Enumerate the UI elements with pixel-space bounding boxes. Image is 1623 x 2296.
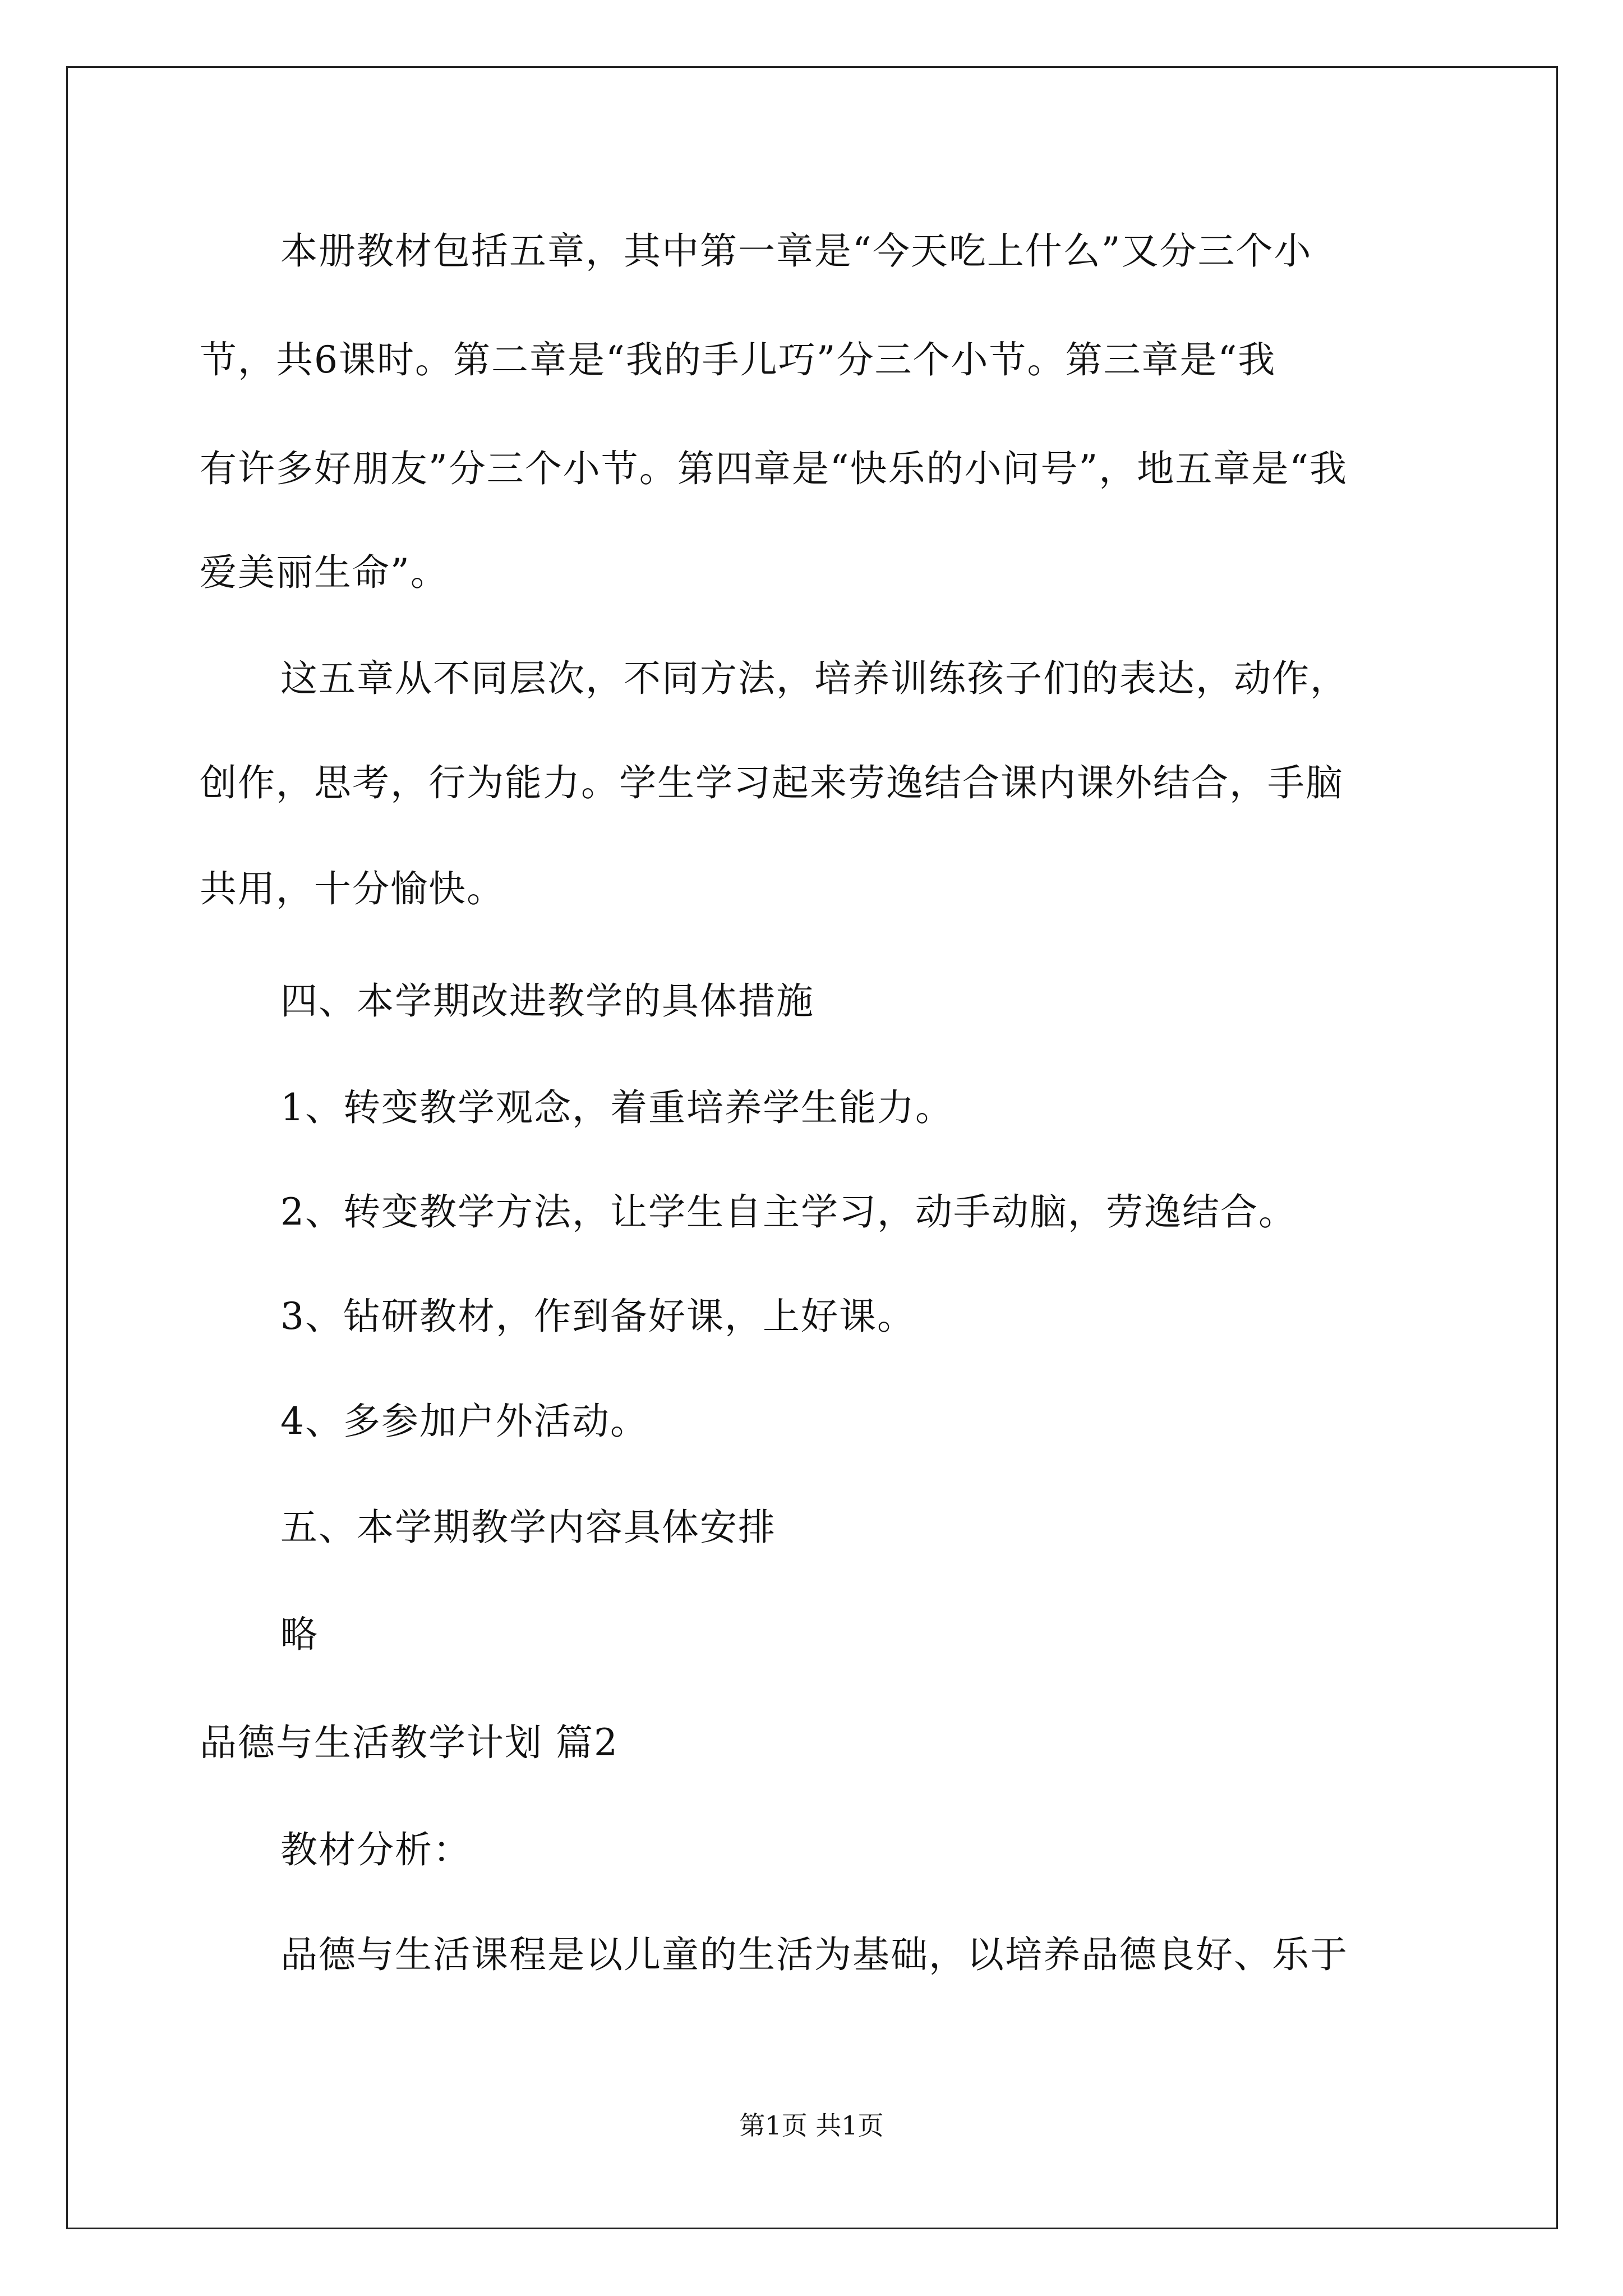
article-title-2: 品德与生活教学计划 篇2 — [200, 1721, 619, 1764]
paragraph-1-line-1: 本册教材包括五章，其中第一章是“今天吃上什么”又分三个小 — [280, 229, 1312, 273]
measure-item-1: 1、转变教学观念，着重培养学生能力。 — [280, 1086, 953, 1129]
paragraph-2-line-2: 创作，思考，行为能力。学生学习起来劳逸结合课内课外结合，手脑 — [200, 761, 1344, 804]
paragraph-2-line-3: 共用，十分愉快。 — [200, 867, 505, 910]
measure-item-3: 3、钻研教材，作到备好课，上好课。 — [280, 1295, 915, 1338]
paragraph-2-line-1: 这五章从不同层次，不同方法，培养训练孩子们的表达，动作， — [280, 657, 1348, 700]
measure-item-4: 4、多参加户外活动。 — [280, 1400, 648, 1443]
section-heading-4: 四、本学期改进教学的具体措施 — [280, 979, 814, 1023]
paragraph-1-line-2: 节，共6课时。第二章是“我的手儿巧”分三个小节。第三章是“我 — [200, 338, 1276, 381]
paragraph-1-line-4: 爱美丽生命”。 — [200, 551, 449, 594]
paragraph-3-line-1: 品德与生活课程是以儿童的生活为基础，以培养品德良好、乐于 — [280, 1933, 1348, 1976]
subheading-textbook-analysis: 教材分析： — [280, 1828, 471, 1871]
page-border — [66, 66, 1558, 2229]
page-footer: 第1页 共1页 — [739, 2110, 884, 2141]
section-heading-5: 五、本学期教学内容具体安排 — [280, 1506, 776, 1549]
measure-item-2: 2、转变教学方法，让学生自主学习，动手动脑，劳逸结合。 — [280, 1190, 1297, 1234]
section-5-content: 略 — [280, 1613, 319, 1656]
paragraph-1-line-3: 有许多好朋友”分三个小节。第四章是“快乐的小问号”，地五章是“我 — [200, 447, 1348, 490]
